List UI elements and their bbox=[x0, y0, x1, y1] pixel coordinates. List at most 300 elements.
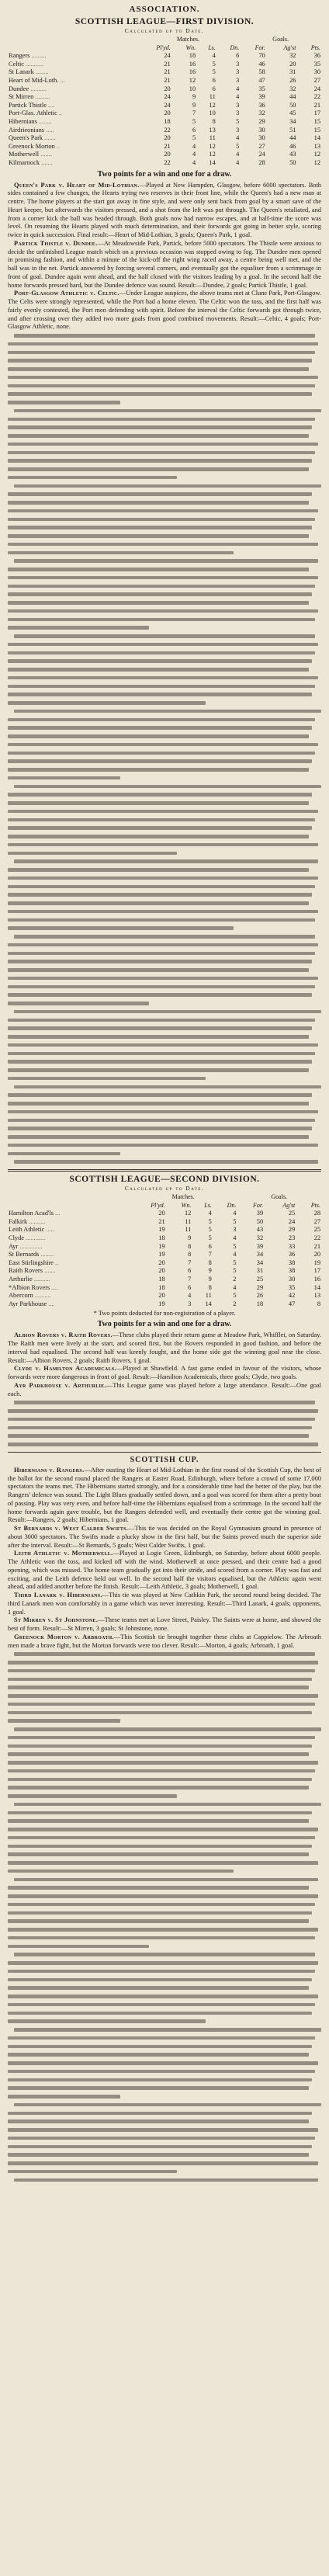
played-cell: 20 bbox=[158, 1292, 165, 1300]
drawn-cell: 3 bbox=[236, 101, 240, 109]
report-text: —Under League auspices, the above teams met at Clune Park, Port-Glasgow. The Celts were strongly represented, while the Port had a home eleven. The Celtic won the toss, and the first half was fairly evenly contested, the Port men defending with spirit. Before the interval the Celtic forwards got through twice, and after crossing over they added two more goals from good combined movements. Result:—Celtic, 4 goals; Port-Glasgow Athletic, none. bbox=[8, 290, 322, 331]
match-report bbox=[8, 182, 321, 240]
drawn-cell: 4 bbox=[236, 85, 240, 92]
table-row bbox=[8, 1276, 321, 1284]
col-points: Pts. bbox=[310, 1201, 320, 1209]
text-line bbox=[8, 1398, 321, 1407]
col-drawn: Dn. bbox=[230, 43, 240, 51]
col-played: Pl'yd. bbox=[151, 1201, 165, 1209]
team-cell bbox=[8, 1284, 130, 1293]
against-cell: 30 bbox=[288, 1275, 296, 1283]
leader-dots: ........ bbox=[39, 1251, 54, 1258]
report-text: —After ousting the Heart of Mid-Lothian in the first round of the Scottish Cup, the best of the ballot for the second round placed the Rangers at Easter Road, Edinburgh, where before a crowd of some 17,000 spectators the teams met. The Hibernians started strongly, and for a considerable time had the better of the play, but the Rangers' defence was sound. The Light Blues gradually settled down, and a goal was scored for them after a pretty bout of passing. Play was very even, and before half-time the Hibernians equalised from a scrimmage. In the second half the home forwards again gave trouble, but the Rangers defended well, and eventually their centre got the winning goal. Result:—Rangers, 2 goals; Hibernians, 1 goal. bbox=[8, 1466, 321, 1524]
leader-dots: ............ bbox=[24, 1234, 46, 1241]
table-row bbox=[8, 109, 321, 118]
against-cell: 50 bbox=[289, 101, 296, 109]
for-cell: 30 bbox=[258, 134, 265, 142]
lost-cell: 10 bbox=[209, 109, 216, 117]
team-name: East Stirlingshire bbox=[9, 1258, 54, 1266]
text-line bbox=[8, 616, 321, 624]
won-cell: 4 bbox=[188, 1292, 192, 1300]
leader-dots: ... bbox=[54, 1210, 61, 1217]
text-line bbox=[8, 1725, 321, 1734]
leader-dots: ......... bbox=[29, 52, 47, 60]
text-line bbox=[8, 1750, 321, 1758]
text-line bbox=[8, 1057, 321, 1066]
text-line bbox=[8, 1424, 321, 1432]
text-line bbox=[8, 1066, 321, 1074]
text-line bbox=[8, 1776, 321, 1784]
text-line bbox=[8, 356, 321, 365]
against-cell: 23 bbox=[288, 1234, 296, 1241]
won-cell: 7 bbox=[192, 109, 196, 117]
won-cell: 6 bbox=[188, 1267, 192, 1275]
text-line bbox=[8, 407, 321, 415]
text-line bbox=[8, 1917, 321, 1925]
newspaper-column bbox=[8, 0, 321, 2184]
second-division-calc: Calculated up to Date. bbox=[124, 1185, 205, 1192]
table-row bbox=[8, 102, 321, 110]
text-line bbox=[8, 690, 321, 699]
text-line bbox=[8, 849, 321, 858]
lost-cell: 7 bbox=[208, 1251, 212, 1258]
played-cell: 20 bbox=[164, 109, 171, 117]
text-line bbox=[8, 2076, 321, 2085]
team-cell bbox=[8, 127, 137, 135]
text-line bbox=[8, 1909, 321, 1918]
played-cell: 19 bbox=[158, 1300, 165, 1307]
table-row bbox=[8, 127, 321, 135]
table-row bbox=[8, 61, 321, 69]
text-line bbox=[8, 950, 321, 958]
deduction-note: * Two points deducted for non-registration of a player. bbox=[93, 1310, 236, 1318]
table-row bbox=[8, 93, 321, 102]
report-heading: Hibernians v. Rangers. bbox=[14, 1466, 85, 1474]
text-line bbox=[8, 957, 321, 966]
text-line bbox=[8, 824, 321, 832]
table-row bbox=[8, 118, 321, 127]
match-report bbox=[8, 1616, 321, 1633]
drawn-cell: 3 bbox=[236, 109, 240, 117]
text-line bbox=[8, 1415, 321, 1424]
played-cell: 21 bbox=[164, 76, 171, 84]
team-name: Dundee bbox=[9, 85, 29, 92]
text-line bbox=[8, 1099, 321, 1108]
against-cell: 44 bbox=[289, 93, 296, 101]
report-heading: Clyde v. Hamilton Academicals. bbox=[14, 1365, 116, 1373]
leader-dots: .. bbox=[54, 142, 61, 150]
points-cell: 8 bbox=[317, 1300, 320, 1307]
leader-dots: .. bbox=[57, 109, 63, 117]
text-line bbox=[8, 1783, 321, 1792]
report-text: —Played at Shawfield. A fast game ended in favour of the visitors, whose forwards were more dangerous in front of goal. Result:—Hamilton Academicals, three goals; Clyde, two goals. bbox=[8, 1365, 321, 1381]
team-cell bbox=[8, 109, 137, 118]
text-line bbox=[8, 1717, 321, 1725]
team-name: Hamilton Acad'ls bbox=[9, 1210, 54, 1217]
points-cell: 14 bbox=[313, 1283, 320, 1291]
for-cell: 58 bbox=[258, 68, 265, 76]
text-line bbox=[8, 1792, 321, 1800]
report-heading: St Mirren v. St Johnstone. bbox=[14, 1616, 99, 1624]
table-row bbox=[8, 1292, 321, 1300]
text-line bbox=[8, 941, 321, 950]
text-line bbox=[8, 390, 321, 398]
table-row bbox=[8, 1234, 321, 1243]
text-line bbox=[8, 516, 321, 524]
drawn-cell: 3 bbox=[236, 126, 240, 134]
text-line bbox=[8, 2117, 321, 2126]
report-text: —These teams met at Love Street, Paisley. The Saints were at home, and showed the best of form. Result:—St Mirren, 3 goals; St Johnstone, none. bbox=[8, 1616, 322, 1633]
text-line bbox=[8, 2067, 321, 2076]
lost-cell: 4 bbox=[208, 1210, 212, 1217]
text-line bbox=[8, 1758, 321, 1767]
for-cell: 43 bbox=[256, 1226, 264, 1234]
points-cell: 14 bbox=[313, 134, 320, 142]
text-line bbox=[8, 999, 321, 1008]
for-cell: 39 bbox=[256, 1210, 264, 1217]
points-cell: 12 bbox=[313, 151, 320, 158]
text-line bbox=[8, 1667, 321, 1675]
lost-cell: 5 bbox=[212, 60, 216, 68]
team-cell bbox=[8, 1251, 130, 1259]
text-line bbox=[8, 2043, 321, 2051]
won-cell: 4 bbox=[192, 142, 196, 150]
text-line bbox=[8, 974, 321, 983]
lost-cell: 11 bbox=[205, 1292, 212, 1300]
text-line bbox=[8, 1041, 321, 1050]
text-line bbox=[8, 2101, 321, 2109]
lost-cell: 9 bbox=[208, 1275, 212, 1283]
report-continuation bbox=[8, 1650, 321, 2184]
text-line bbox=[8, 1016, 321, 1025]
text-line bbox=[8, 365, 321, 373]
report-text: —At Meadowside Park, Partick, before 5000 spectators. The Thistle were anxious to decide the unfinished League match which on a previous occasion was stopped owing to fog. The Dundee men opened in promising fashion, and within a minute of the kick-off the right wing raced away, a centre being well met, and the ball was in the net. Partick answered by forcing several corners, and eventually got the equaliser from a scrimmage in front of goal. Dundee again went ahead, and the half closed with the visitors leading by a goal. In the second half the home forwards pressed hard, but the Dundee defence was sound. Result:—Dundee, 2 goals; Partick Thistle, 1 goal. bbox=[8, 239, 322, 289]
text-line bbox=[8, 1683, 321, 1692]
team-name: Arthurlie bbox=[9, 1275, 33, 1283]
text-line bbox=[8, 682, 321, 691]
text-line bbox=[8, 532, 321, 540]
report-text: —This tie was played at New Cathkin Park, the second round being decided. The third Lanark men won comfortably in a game which was never interesting. Result:—Third Lanark, 4 goals; opponents, 1 goal. bbox=[8, 1592, 321, 1616]
text-line bbox=[8, 1050, 321, 1058]
text-line bbox=[8, 1883, 321, 1892]
match-report bbox=[8, 1633, 321, 1651]
first-division-calc: Calculated up to Date. bbox=[124, 27, 205, 34]
table-header-row bbox=[8, 1202, 321, 1210]
text-line bbox=[8, 1992, 321, 2001]
lost-cell: 6 bbox=[212, 76, 216, 84]
text-line bbox=[8, 716, 321, 724]
text-line bbox=[8, 857, 321, 866]
report-text: —This tie was decided on the Royal Gymnasium ground in presence of about 3000 spectators. The Swifts made a plucky show in the first half, but the Saints proved much the superior side after the interval. Result:—St Bernards, 5 goals; West Calder Swifts, 1 goal. bbox=[8, 1525, 322, 1549]
text-line bbox=[8, 1967, 321, 1976]
match-report bbox=[8, 290, 321, 332]
text-line bbox=[8, 866, 321, 874]
lost-cell: 5 bbox=[208, 1234, 212, 1241]
lost-cell: 5 bbox=[208, 1217, 212, 1225]
text-line bbox=[8, 841, 321, 849]
team-cell bbox=[8, 1234, 130, 1243]
drawn-cell: 4 bbox=[236, 134, 240, 142]
leader-dots: ..... bbox=[44, 1226, 54, 1234]
text-line bbox=[8, 966, 321, 974]
text-line bbox=[8, 2050, 321, 2059]
drawn-cell: 5 bbox=[236, 142, 240, 150]
won-cell: 4 bbox=[192, 151, 196, 158]
lost-cell: 12 bbox=[209, 151, 216, 158]
text-line bbox=[8, 1942, 321, 1951]
team-name: Leith Athletic bbox=[9, 1226, 45, 1234]
leader-dots: ........... bbox=[24, 60, 44, 68]
drawn-cell: 4 bbox=[236, 93, 240, 101]
won-cell: 12 bbox=[184, 1210, 192, 1217]
text-line bbox=[8, 1984, 321, 1992]
won-cell: 7 bbox=[188, 1258, 192, 1266]
leader-dots: .......... bbox=[29, 85, 47, 92]
col-lost: Ls. bbox=[204, 1201, 212, 1209]
won-cell: 9 bbox=[192, 93, 196, 101]
report-heading: Partick Thistle v. Dundee. bbox=[14, 239, 98, 247]
team-cell bbox=[8, 143, 137, 151]
drawn-cell: 5 bbox=[233, 1242, 237, 1250]
played-cell: 19 bbox=[158, 1242, 165, 1250]
against-cell: 44 bbox=[289, 134, 296, 142]
text-line bbox=[8, 432, 321, 440]
team-name: Queen's Park bbox=[9, 134, 43, 142]
drawn-cell: 3 bbox=[236, 76, 240, 84]
text-line bbox=[8, 1108, 321, 1116]
text-line bbox=[8, 1658, 321, 1667]
team-name: Raith Rovers bbox=[9, 1267, 43, 1275]
text-line bbox=[8, 607, 321, 616]
team-name: Ayr bbox=[9, 1242, 19, 1250]
text-line bbox=[8, 465, 321, 474]
text-line bbox=[8, 1675, 321, 1684]
for-cell: 39 bbox=[256, 1242, 264, 1250]
text-line bbox=[8, 1692, 321, 1700]
points-cell: 30 bbox=[313, 68, 320, 76]
text-line bbox=[8, 2159, 321, 2168]
drawn-cell: 5 bbox=[233, 1267, 237, 1275]
table-header-row bbox=[8, 44, 321, 53]
text-line bbox=[8, 2084, 321, 2092]
text-line bbox=[8, 2059, 321, 2067]
played-cell: 21 bbox=[164, 60, 171, 68]
points-cell: 27 bbox=[313, 1217, 320, 1225]
first-division-rows bbox=[8, 52, 321, 167]
text-line bbox=[8, 832, 321, 841]
leader-dots: ........ bbox=[36, 117, 52, 125]
text-line bbox=[8, 924, 321, 932]
lost-cell: 12 bbox=[209, 101, 216, 109]
against-cell: 51 bbox=[289, 126, 296, 134]
text-line bbox=[8, 2026, 321, 2034]
text-line bbox=[8, 490, 321, 498]
table-row bbox=[8, 143, 321, 151]
leader-dots: ....... bbox=[42, 1267, 56, 1275]
col-for: For. bbox=[253, 1201, 264, 1209]
text-line bbox=[8, 1825, 321, 1834]
won-cell: 9 bbox=[188, 1234, 192, 1241]
first-division-points-note: Two points for a win and one for a draw. bbox=[97, 169, 232, 179]
text-line bbox=[8, 890, 321, 899]
drawn-cell: 4 bbox=[233, 1234, 237, 1241]
text-line bbox=[8, 932, 321, 941]
text-line bbox=[8, 507, 321, 516]
for-cell: 34 bbox=[256, 1258, 264, 1266]
first-division-block bbox=[8, 17, 321, 179]
text-line bbox=[8, 1158, 321, 1166]
text-line bbox=[8, 1892, 321, 1901]
won-cell: 11 bbox=[185, 1217, 192, 1225]
text-line bbox=[8, 2017, 321, 2026]
lost-cell: 12 bbox=[209, 142, 216, 150]
cup-title: SCOTTISH CUP. bbox=[130, 1455, 199, 1464]
text-line bbox=[8, 1850, 321, 1859]
match-report bbox=[8, 1550, 321, 1592]
first-division-reports bbox=[8, 182, 321, 332]
for-cell: 25 bbox=[256, 1275, 264, 1283]
played-cell: 18 bbox=[158, 1234, 165, 1241]
text-line bbox=[8, 774, 321, 783]
text-line bbox=[8, 899, 321, 908]
text-line bbox=[8, 1407, 321, 1415]
text-line bbox=[8, 1440, 321, 1449]
team-name: Rangers bbox=[9, 52, 30, 60]
text-line bbox=[8, 2009, 321, 2018]
second-division-table bbox=[8, 1193, 321, 1308]
points-cell: 12 bbox=[313, 158, 320, 166]
drawn-cell: 5 bbox=[233, 1258, 237, 1266]
table-row bbox=[8, 52, 321, 61]
text-line bbox=[8, 440, 321, 449]
leader-dots: ....... bbox=[39, 151, 52, 158]
against-cell: 32 bbox=[289, 52, 296, 60]
text-line bbox=[8, 2168, 321, 2176]
text-line bbox=[8, 1800, 321, 1809]
team-name: Hibernians bbox=[9, 117, 37, 125]
text-line bbox=[8, 332, 321, 340]
lost-cell: 4 bbox=[212, 52, 216, 60]
for-cell: 27 bbox=[258, 142, 265, 150]
text-line bbox=[8, 1925, 321, 1934]
table-row bbox=[8, 77, 321, 85]
for-cell: 32 bbox=[258, 109, 265, 117]
text-line bbox=[8, 657, 321, 665]
report-heading: Third Lanark v. Hibernians. bbox=[14, 1592, 102, 1599]
played-cell: 19 bbox=[158, 1251, 165, 1258]
text-line bbox=[8, 699, 321, 707]
leader-dots: ........ bbox=[33, 68, 49, 76]
for-cell: 46 bbox=[258, 60, 265, 68]
drawn-cell: 3 bbox=[236, 68, 240, 76]
played-cell: 22 bbox=[164, 126, 171, 134]
text-line bbox=[8, 641, 321, 649]
won-cell: 12 bbox=[189, 76, 196, 84]
text-line bbox=[8, 757, 321, 766]
text-line bbox=[8, 1033, 321, 1041]
text-line bbox=[8, 415, 321, 424]
text-line bbox=[8, 991, 321, 999]
text-line bbox=[8, 565, 321, 574]
points-cell: 27 bbox=[313, 76, 320, 84]
text-line bbox=[8, 783, 321, 791]
table-row bbox=[8, 151, 321, 159]
for-cell: 28 bbox=[258, 158, 265, 166]
played-cell: 20 bbox=[158, 1210, 165, 1217]
col-played: Pl'yd. bbox=[156, 43, 171, 51]
matches-group-label: Matches. bbox=[176, 36, 199, 43]
text-line bbox=[8, 1133, 321, 1141]
points-cell: 25 bbox=[313, 1226, 320, 1234]
team-cell bbox=[8, 85, 137, 94]
team-name: Kilmarnock bbox=[9, 158, 40, 166]
text-line bbox=[8, 1141, 321, 1150]
team-cell bbox=[8, 52, 137, 61]
match-report bbox=[8, 240, 321, 290]
team-name: Airdrieonians bbox=[9, 126, 45, 134]
text-line bbox=[8, 1934, 321, 1942]
leader-dots: .......... bbox=[27, 1217, 46, 1225]
table-row bbox=[8, 1243, 321, 1252]
text-line bbox=[8, 790, 321, 799]
text-line bbox=[8, 1008, 321, 1016]
points-cell: 22 bbox=[313, 1234, 320, 1241]
text-line bbox=[8, 1734, 321, 1742]
played-cell: 24 bbox=[164, 52, 171, 60]
match-report bbox=[8, 1382, 321, 1399]
won-cell: 7 bbox=[188, 1275, 192, 1283]
leader-dots: ... bbox=[58, 76, 65, 84]
lost-cell: 5 bbox=[212, 68, 216, 76]
table-group-row bbox=[8, 1193, 321, 1202]
text-line bbox=[8, 2176, 321, 2185]
goals-group-label: Goals. bbox=[271, 1193, 288, 1200]
played-cell: 22 bbox=[164, 158, 171, 166]
text-line bbox=[8, 523, 321, 532]
leader-dots: ......... bbox=[33, 93, 50, 101]
text-line bbox=[8, 916, 321, 925]
points-cell: 21 bbox=[313, 1242, 320, 1250]
text-line bbox=[8, 1150, 321, 1158]
table-row bbox=[8, 1251, 321, 1259]
won-cell: 3 bbox=[188, 1300, 192, 1307]
leader-dots: .......... bbox=[33, 1292, 51, 1300]
played-cell: 20 bbox=[158, 1267, 165, 1275]
col-against: Ag'st bbox=[282, 1201, 296, 1209]
team-cell bbox=[8, 1226, 130, 1234]
text-line bbox=[8, 665, 321, 674]
team-cell bbox=[8, 1218, 130, 1227]
team-name: St Bernards bbox=[9, 1251, 40, 1258]
col-for: For. bbox=[255, 43, 265, 51]
text-line bbox=[8, 883, 321, 891]
against-cell: 46 bbox=[289, 142, 296, 150]
points-cell: 35 bbox=[313, 60, 320, 68]
team-cell bbox=[8, 134, 137, 143]
points-cell: 16 bbox=[313, 1275, 320, 1283]
team-name: Greenock Morton bbox=[9, 142, 55, 150]
col-won: Wn. bbox=[181, 1201, 192, 1209]
won-cell: 8 bbox=[188, 1242, 192, 1250]
points-cell: 17 bbox=[313, 1267, 320, 1275]
text-line bbox=[8, 574, 321, 582]
text-line bbox=[8, 1091, 321, 1099]
first-division-title: SCOTTISH LEAGUE—FIRST DIVISION. bbox=[74, 17, 255, 26]
team-name: St Lanark bbox=[9, 68, 34, 76]
text-line bbox=[8, 632, 321, 641]
report-text: —This League game was played before a large attendance. Result:—One goal each. bbox=[8, 1381, 321, 1397]
col-against: Ag'st bbox=[283, 43, 296, 51]
